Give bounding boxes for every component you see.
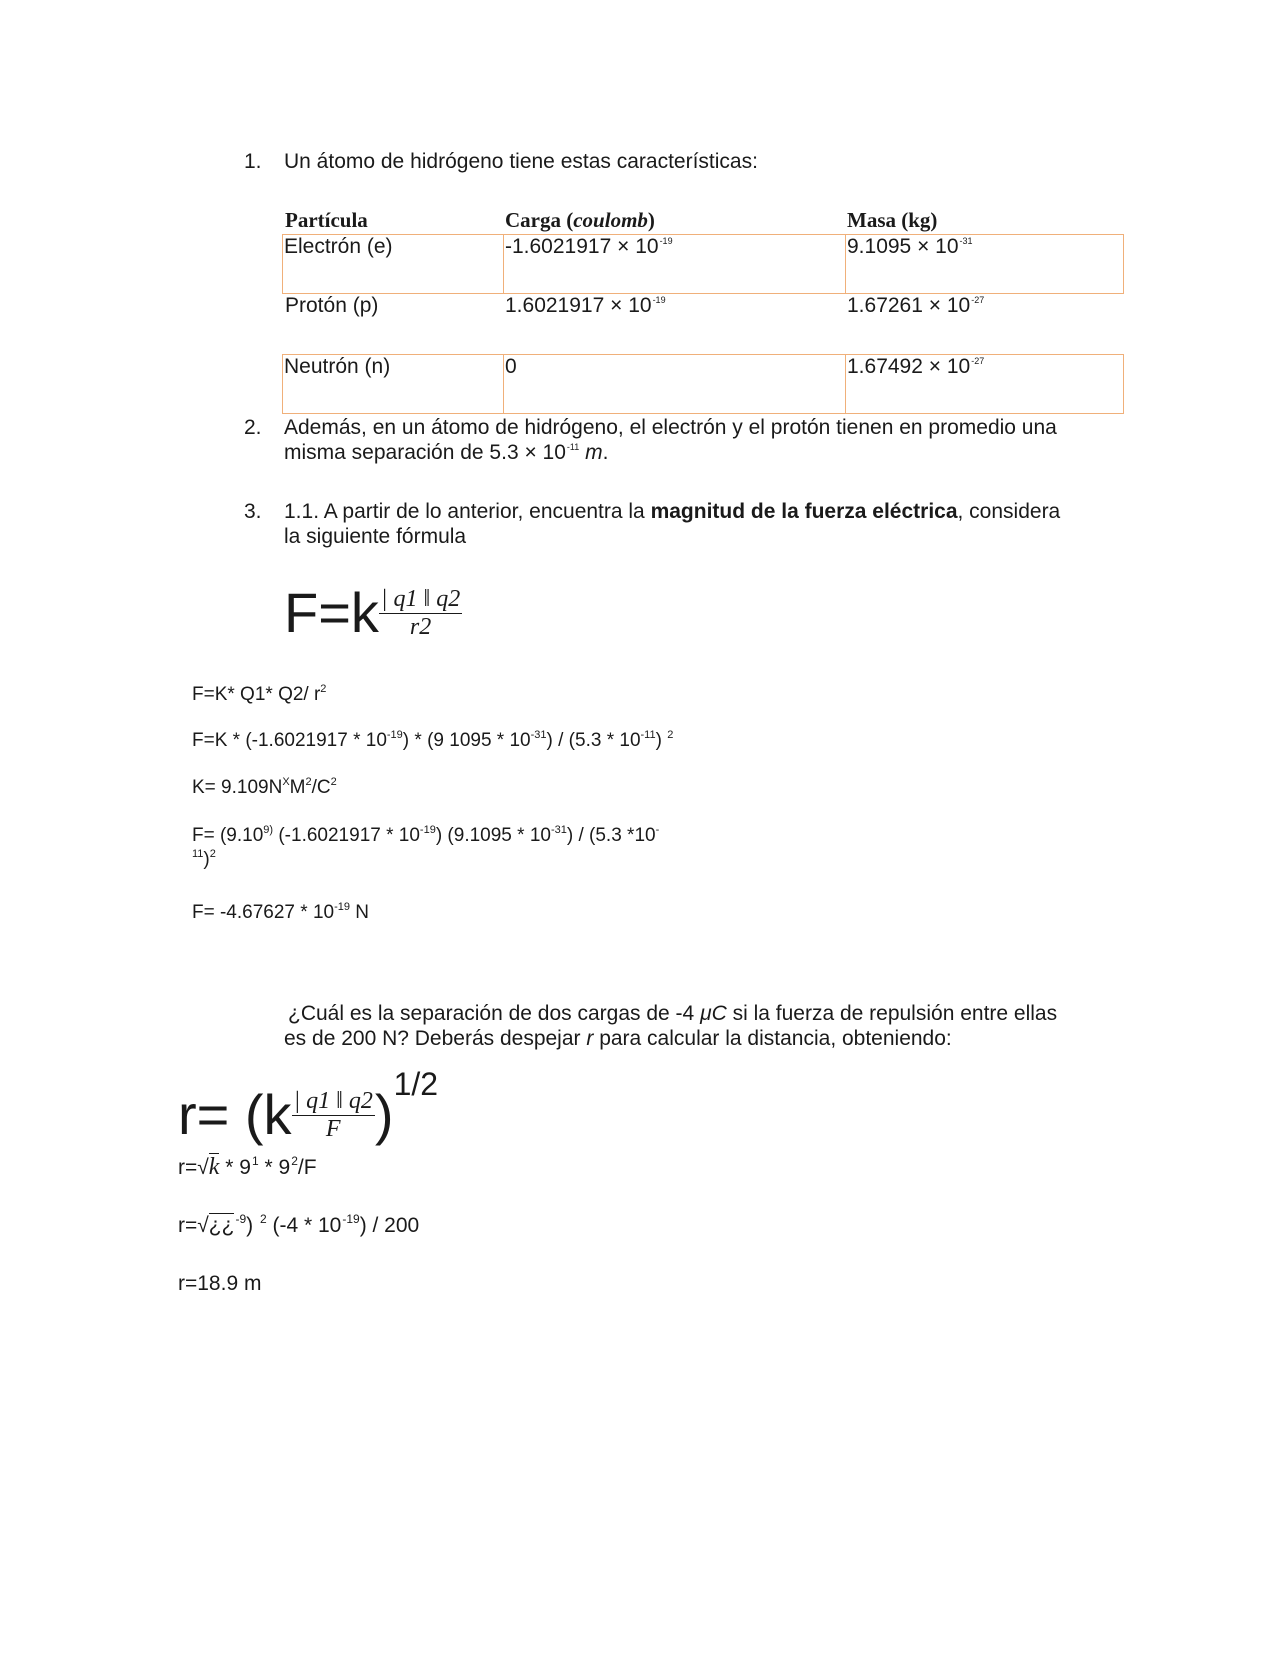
particle-table <box>0 208 1280 413</box>
cell-particle: Protón (p) <box>285 294 379 317</box>
answer-line-1: $r=√k * 9^1 * 9^2/F$ <box>178 1154 317 1180</box>
question-2-line-1: Además, en un átomo de hidrógeno, el electrón y el protón tienen en promedio una <box>284 416 1057 439</box>
work-line-6: $F= -4.67627 * 10^{-19}$ N <box>192 901 369 923</box>
cell-mass: $1.67492 \times 10^{-27}$ <box>845 354 1124 414</box>
answer-line-2: r=√¿¿$^{-9}$) $^2$ $(-4 * 10^{-19}) / 200$ <box>178 1212 420 1237</box>
work-line-1: F=K* Q1* Q2/ $r^2$ <box>192 683 327 705</box>
question-4-line-1: ¿Cuál es la separación de dos cargas de -4 μC si la fuerza de repulsión entre ellas <box>288 1002 1058 1025</box>
cell-charge: $-1.6021917 \times 10^{-19}$ <box>503 234 846 294</box>
header-charge: Carga (coulomb) <box>505 208 655 232</box>
formula-distance: r= (k $\frac{| q1 ‖ q2}{F}$ )1/2 <box>178 1066 439 1146</box>
cell-mass: $1.67261 \times 10^{-27}$ <box>847 294 985 317</box>
cell-particle: Neutrón (n) <box>282 354 504 414</box>
list-number-2: 2. <box>244 416 262 439</box>
answer-line-3: r=18.9 m <box>178 1272 262 1295</box>
work-line-4: $F= (9.10^{9)}$ $(-1.6021917 * 10^{-19})$ $(9.1095 * 10^{-31}) / (5.3$ *10- <box>192 824 660 846</box>
cell-charge: $1.6021917 \times 10^{-19}$ <box>505 294 666 317</box>
cell-particle: Electrón (e) <box>282 234 504 294</box>
question-4-line-2: es de 200 N? Deberás despejar r para calcular la distancia, obteniendo: <box>284 1027 952 1050</box>
cell-charge: 0 <box>503 354 846 414</box>
list-number-3: 3. <box>244 500 262 523</box>
formula-force: F=k $\frac{| q1 ‖ q2}{r2}$ <box>284 581 461 644</box>
list-number-1: 1. <box>244 150 262 173</box>
question-1-text: Un átomo de hidrógeno tiene estas características: <box>284 150 758 173</box>
question-3-line-2: la siguiente fórmula <box>284 525 467 548</box>
work-line-3: $K= 9.109N^XM^2/C^2$ <box>192 776 337 798</box>
header-particle: Partícula <box>285 208 368 232</box>
question-2-line-2: misma separación de $5.3 \times 10^{-11}$ m. <box>284 441 609 464</box>
header-mass: Masa (kg) <box>847 208 938 232</box>
work-line-5: $^{11}$)$^2$ <box>192 848 216 870</box>
work-line-2: $F=K * (-1.6021917 * 10^{-19}) * (9$ $1095 * 10^{-31}) / (5.3 * 10^{-11})$ $^2$ <box>192 729 674 751</box>
cell-mass: $9.1095 \times 10^{-31}$ <box>845 234 1124 294</box>
question-3-line-1: 1.1. A partir de lo anterior, encuentra la magnitud de la fuerza eléctrica, considera <box>284 500 1061 523</box>
